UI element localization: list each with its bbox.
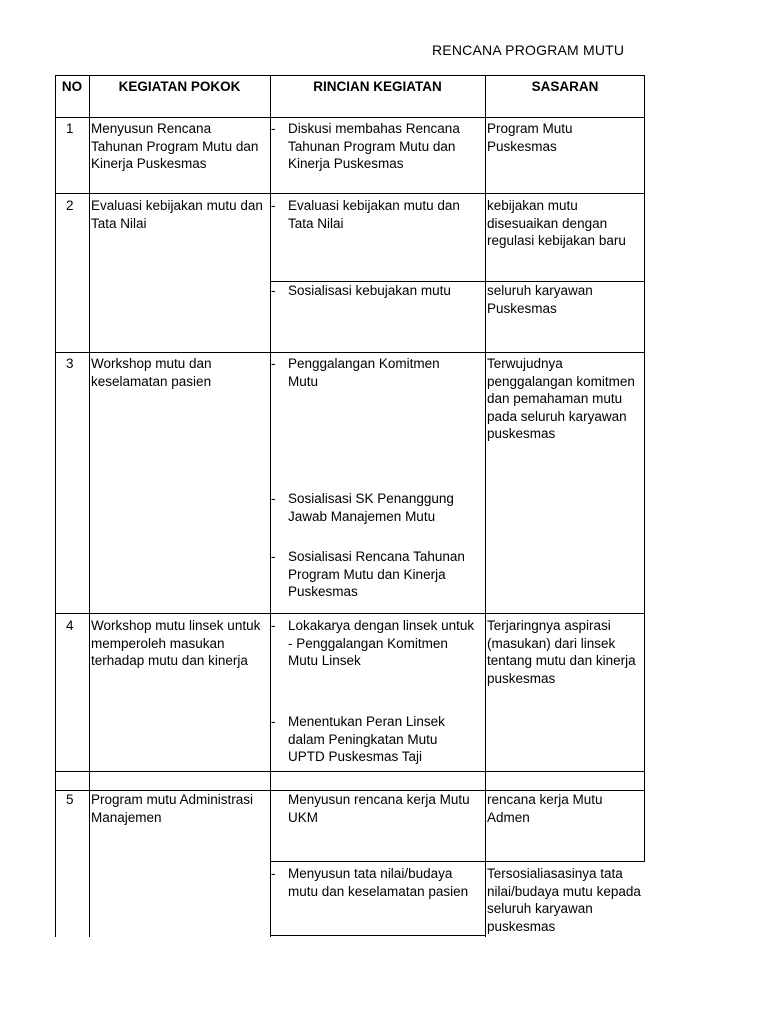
row1-item1-rincian: Diskusi membahas Rencana Tahunan Program Mutu dan Kinerja Puskesmas [288, 121, 460, 171]
header-no: NO [61, 79, 83, 94]
row1-kegiatan: Menyusun Rencana Tahunan Program Mutu dan Kinerja Puskesmas [91, 121, 259, 171]
table-border-right [644, 75, 645, 861]
row2-item1-rincian: Evaluasi kebijakan mutu dan Tata Nilai [288, 198, 460, 231]
page-title: RENCANA PROGRAM MUTU [432, 42, 625, 58]
row1-item1-sasaran: Program Mutu Puskesmas [487, 121, 573, 154]
row3-item2-rincian: Sosialisasi SK Penanggung Jawab Manajemen Mutu [288, 491, 454, 524]
header-bottom-line [55, 117, 645, 118]
table-border-left [55, 75, 56, 937]
header-rincian-kegiatan: RINCIAN KEGIATAN [313, 79, 442, 94]
row4-item1-rincian: Lokakarya dengan linsek untuk - Penggalangan Komitmen Mutu Linsek [288, 618, 475, 668]
row1-item1-dash: - [271, 121, 276, 136]
row3-item3-dash: - [271, 549, 276, 564]
row3-kegiatan: Workshop mutu dan keselamatan pasien [91, 356, 212, 389]
row3-bottom-line [55, 613, 645, 614]
row3-item1-rincian: Penggalangan Komitmen Mutu [288, 356, 440, 389]
row2-bottom-line [55, 352, 645, 353]
row1-no: 1 [66, 121, 74, 136]
row5-no: 5 [66, 792, 74, 807]
row2-item1-dash: - [271, 198, 276, 213]
row4-item2-rincian: Menentukan Peran Linsek dalam Peningkatan Mutu UPTD Puskesmas Taji [288, 714, 445, 764]
row5a-bottom-line [270, 861, 645, 862]
row2-kegiatan: Evaluasi kebijakan mutu dan Tata Nilai [91, 198, 263, 231]
rincian-bottom-line [270, 935, 485, 936]
row4-kegiatan: Workshop mutu linsek untuk memperoleh masukan terhadap mutu dan kinerja [91, 618, 261, 668]
row1-bottom-line [55, 193, 645, 194]
row2-item1-sasaran: kebijakan mutu disesuaikan dengan regulasi kebijakan baru [487, 198, 626, 248]
header-sasaran: SASARAN [531, 79, 599, 94]
row3-item3-rincian: Sosialisasi Rencana Tahunan Program Mutu dan Kinerja Puskesmas [288, 549, 465, 599]
row5-item2-rincian: Menyusun tata nilai/budaya mutu dan keselamatan pasien [288, 866, 469, 899]
row5-item1-sasaran: rencana kerja Mutu Admen [487, 792, 603, 825]
row5-item2-dash: - [271, 866, 276, 881]
row2-item2-sasaran: seluruh karyawan Puskesmas [487, 283, 593, 316]
row5-kegiatan: Program mutu Administrasi Manajemen [91, 792, 254, 825]
row3-item2-dash: - [271, 491, 276, 506]
header-kegiatan-pokok: KEGIATAN POKOK [118, 79, 241, 94]
row5-item1-rincian: Menyusun rencana kerja Mutu UKM [288, 792, 470, 825]
row4-bottom-line [55, 771, 645, 772]
row3-item1-dash: - [271, 356, 276, 371]
col-divider-1 [89, 75, 90, 937]
row2-item2-dash: - [271, 283, 276, 298]
row4-item1-sasaran: Terjaringnya aspirasi (masukan) dari linsek tentang mutu dan kinerja puskesmas [487, 618, 636, 686]
col-divider-3 [485, 75, 486, 937]
program-table [55, 75, 645, 937]
row3-item1-sasaran: Terwujudnya penggalangan komitmen dan pemahaman mutu pada seluruh karyawan puskesmas [487, 356, 635, 441]
row2-no: 2 [66, 198, 74, 213]
row5-item2-sasaran: Tersosialiasasinya tata nilai/budaya mutu kepada seluruh karyawan puskesmas [487, 866, 641, 934]
row4-item1-dash: - [271, 618, 276, 633]
row4-item2-dash: - [271, 714, 276, 729]
row3-no: 3 [66, 356, 74, 371]
table-border-top [55, 75, 645, 76]
row4-no: 4 [66, 618, 74, 633]
row2-item2-rincian: Sosialisasi kebujakan mutu [288, 283, 451, 298]
